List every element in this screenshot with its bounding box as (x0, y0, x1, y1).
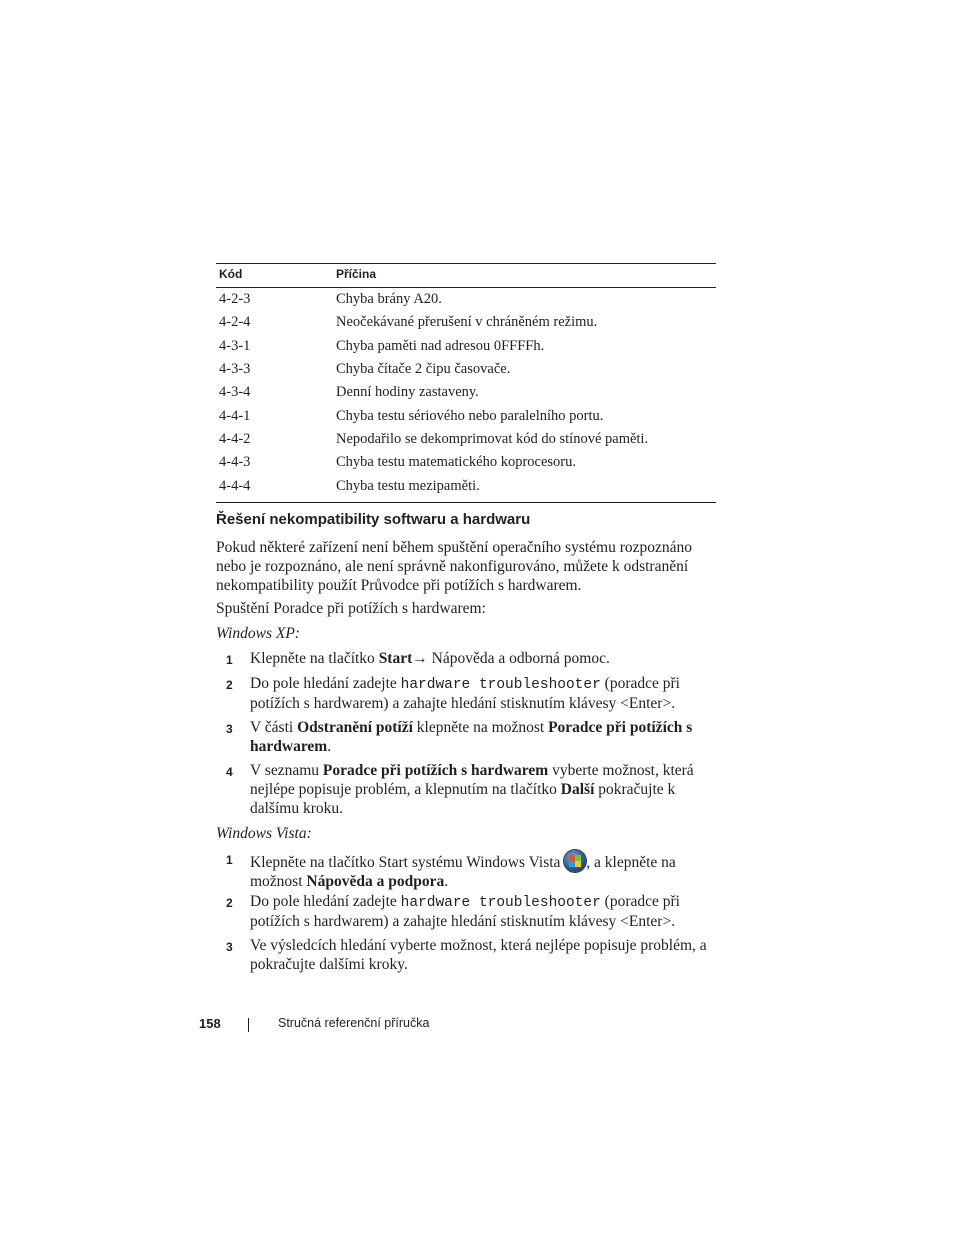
table-body (216, 288, 716, 503)
step-number: 3 (226, 722, 233, 736)
table-row (216, 335, 716, 358)
column-header-cause: Příčina (333, 264, 716, 288)
cell-code: 4-2-4 (219, 314, 251, 331)
cell-cause: Chyba čítače 2 čipu časovače. (336, 361, 511, 378)
step-number: 4 (226, 765, 233, 779)
cell-cause: Chyba testu sériového nebo paralelního portu. (336, 407, 604, 424)
xp-step-2: 2 Do pole hledání zadejte hardware troubleshooter (poradce při potížích s hardwarem) a zahajte hledání stisknutím klávesy <Enter>. (226, 675, 680, 712)
cell-code: 4-4-1 (219, 407, 251, 424)
windows-vista-start-icon (564, 850, 586, 872)
cell-code: 4-3-3 (219, 361, 251, 378)
cell-cause: Chyba testu mezipaměti. (333, 474, 716, 502)
vista-step-1: 1 Klepněte na tlačítko Start systému Windows Vista , a klepněte na možnost Nápověda a podpora. (216, 850, 712, 892)
search-term-code: hardware troubleshooter (400, 677, 601, 693)
xp-step-3: 3 V části Odstranění potíží klepněte na možnost Poradce při potížích s hardwarem. (226, 719, 693, 755)
cell-cause: Denní hodiny zastaveny. (336, 384, 479, 401)
cell-cause: Nepodařilo se dekomprimovat kód do stínové paměti. (336, 430, 649, 447)
windows-xp-label: Windows XP: (216, 625, 300, 642)
section-heading: Řešení nekompatibility softwaru a hardwaru (216, 511, 531, 528)
cell-cause: Chyba brány A20. (336, 291, 442, 308)
cell-cause: Chyba paměti nad adresou 0FFFFh. (336, 337, 545, 354)
windows-vista-label: Windows Vista: (216, 825, 312, 842)
column-header-code: Kód (216, 264, 333, 288)
start-label: Start (378, 650, 413, 667)
cell-code: 4-2-3 (219, 291, 251, 308)
cell-cause: Neočekávané přerušení v chráněném režimu. (336, 314, 598, 331)
table-row (216, 311, 716, 334)
table-row (216, 288, 716, 312)
step-number: 2 (226, 678, 233, 692)
table-row (216, 358, 716, 381)
table-row (216, 428, 716, 451)
table-row (216, 451, 716, 474)
step-number: 3 (226, 940, 233, 954)
table-row (216, 404, 716, 427)
step-number: 1 (226, 653, 233, 667)
error-code-table (216, 263, 716, 503)
xp-step-4: 4 V seznamu Poradce při potížích s hardwarem vyberte možnost, která nejlépe popisuje problém, a klepnutím na tlačítko Další pokračujte k dalšímu kroku. (226, 762, 694, 817)
table-header-row (216, 264, 716, 288)
intro-paragraph: Pokud některé zařízení není během spuštění operačního systému rozpoznáno nebo je rozpoznáno, ale není správně nakonfigurováno, můžete k odstranění nekompatibility použít Průvodce při potížích s hardwarem. (216, 539, 693, 594)
xp-step-1: 1 Klepněte na tlačítko Start→ Nápověda a odborná pomoc. (216, 650, 712, 669)
step-number: 2 (226, 896, 233, 910)
vista-step-2: 2 Do pole hledání zadejte hardware troubleshooter (poradce při potížích s hardwarem) a zahajte hledání stisknutím klávesy <Enter>. (226, 893, 680, 930)
cell-code: 4-4-3 (219, 454, 251, 471)
start-instruction: Spuštění Poradce při potížích s hardwarem: (216, 600, 486, 617)
footer-title: Stručná referenční příručka (278, 1016, 430, 1030)
footer-separator (248, 1018, 249, 1032)
page-number: 158 (199, 1016, 221, 1031)
cell-code: 4-3-1 (219, 337, 251, 354)
table-row (216, 474, 716, 502)
search-term-code: hardware troubleshooter (400, 895, 601, 911)
cell-code: 4-3-4 (219, 384, 251, 401)
cell-cause: Chyba testu matematického koprocesoru. (336, 454, 576, 471)
table-row (216, 381, 716, 404)
step-number: 1 (226, 853, 233, 867)
cell-code: 4-4-2 (219, 430, 251, 447)
vista-step-3: 3 Ve výsledcích hledání vyberte možnost, která nejlépe popisuje problém, a pokračujte dalšími kroky. (226, 937, 707, 973)
arrow-icon: → (412, 650, 428, 667)
cell-code: 4-4-4 (216, 474, 333, 502)
